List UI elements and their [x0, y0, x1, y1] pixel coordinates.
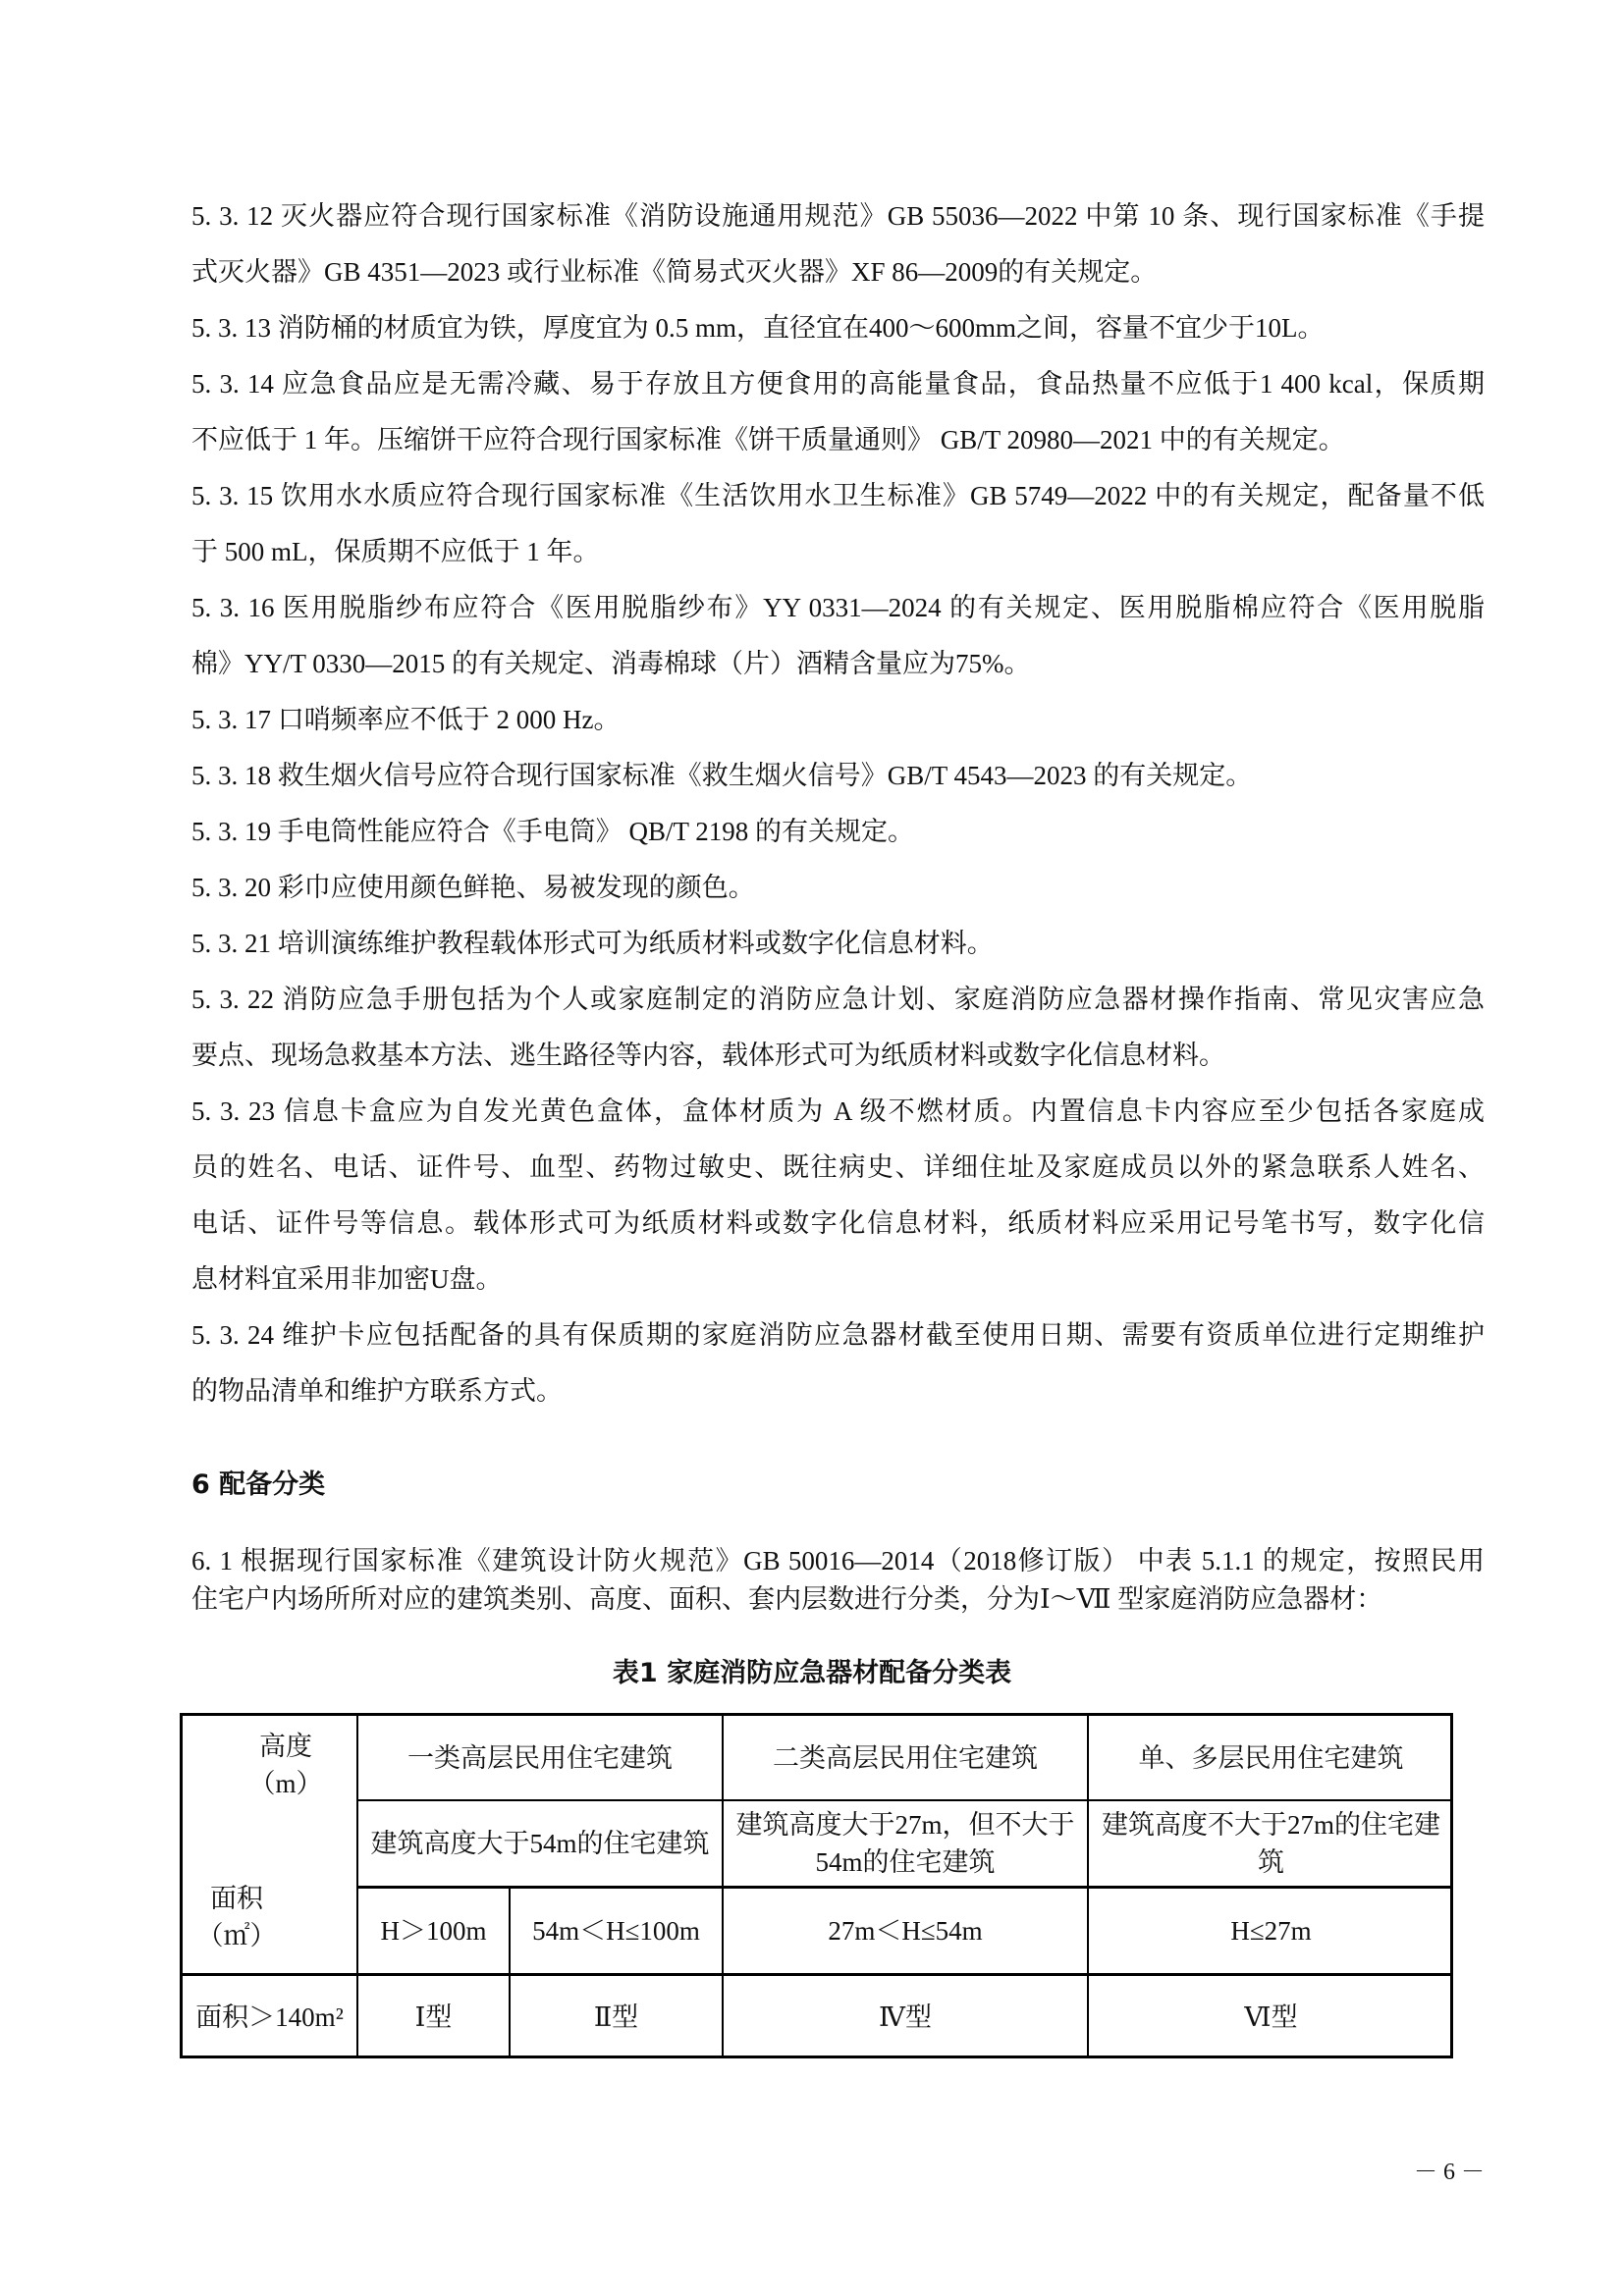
- category-cell: 单、多层民用住宅建筑: [1138, 1742, 1404, 1773]
- header-height-label: 高度 （m）: [248, 1732, 323, 1798]
- range-cell: H＞100m: [380, 1916, 487, 1946]
- paragraph-line: 式灭火器》GB 4351—2023 或行业标准《简易式灭火器》XF 86—2009的有关规定。: [191, 257, 1158, 287]
- paragraph-line: 于 500 mL，保质期不应低于 1 年。: [191, 537, 600, 566]
- header-area-label: 面积 （㎡）: [196, 1884, 277, 1950]
- table-caption: 表1 家庭消防应急器材配备分类表: [612, 1658, 1012, 1688]
- paragraph-line: 5. 3. 12 灭火器应符合现行国家标准《消防设施通用规范》GB 55036—2022 中第 10 条、现行国家标准《手提: [191, 201, 1485, 231]
- paragraph-line: 5. 3. 19 手电筒性能应符合《手电筒》 QB/T 2198 的有关规定。: [191, 817, 915, 846]
- paragraph-line: 息材料宜采用非加密U盘。: [191, 1264, 503, 1294]
- type-cell: Ⅰ型: [414, 2002, 453, 2032]
- paragraph-line: 5. 3. 18 救生烟火信号应符合现行国家标准《救生烟火信号》GB/T 4543—2023 的有关规定。: [191, 761, 1253, 790]
- type-cell: Ⅳ型: [879, 2002, 932, 2032]
- paragraph-line: 要点、现场急救基本方法、逃生路径等内容，载体形式可为纸质材料或数字化信息材料。: [191, 1041, 1225, 1070]
- paragraph-line: 5. 3. 21 培训演练维护教程载体形式可为纸质材料或数字化信息材料。: [191, 929, 994, 958]
- range-cell: 54m＜H≤100m: [532, 1916, 700, 1946]
- page-number: － 6 －: [1414, 2160, 1485, 2185]
- paragraph-line: 员的姓名、电话、证件号、血型、药物过敏史、既往病史、详细住址及家庭成员以外的紧急联系人姓名、: [191, 1152, 1485, 1182]
- paragraph-line: 5. 3. 13 消防桶的材质宜为铁，厚度宜为 0.5 mm，直径宜在400～600mm之间，容量不宜少于10L。: [191, 313, 1325, 343]
- type-cell: Ⅱ型: [593, 2002, 639, 2032]
- section-heading: 6 配备分类: [191, 1469, 326, 1500]
- paragraph-line: 5. 3. 23 信息卡盒应为自发光黄色盒体，盒体材质为 A 级不燃材质。内置信息卡内容应至少包括各家庭成: [191, 1096, 1485, 1126]
- paragraph-line: 5. 3. 17 口哨频率应不低于 2 000 Hz。: [191, 705, 621, 734]
- paragraph-line: 棉》YY/T 0330—2015 的有关规定、消毒棉球（片）酒精含量应为75%。: [191, 649, 1031, 678]
- paragraph-line: 不应低于 1 年。压缩饼干应符合现行国家标准《饼干质量通则》 GB/T 20980—2021 中的有关规定。: [191, 425, 1345, 454]
- category-cell: 一类高层民用住宅建筑: [407, 1742, 673, 1773]
- description-cell: 建筑高度大于54m的住宅建筑: [370, 1829, 710, 1858]
- classification-table: [180, 1713, 1453, 2058]
- paragraph-line: 电话、证件号等信息。载体形式可为纸质材料或数字化信息材料，纸质材料应采用记号笔书写，数字化信: [191, 1208, 1485, 1238]
- description-cell: 建筑高度不大于27m的住宅建筑: [1101, 1810, 1440, 1877]
- paragraph-line: 的物品清单和维护方联系方式。: [191, 1376, 563, 1406]
- paragraph-line: 5. 3. 22 消防应急手册包括为个人或家庭制定的消防应急计划、家庭消防应急器材操作指南、常见灾害应急: [191, 985, 1485, 1014]
- paragraph-line: 5. 3. 16 医用脱脂纱布应符合《医用脱脂纱布》YY 0331—2024 的有关规定、医用脱脂棉应符合《医用脱脂: [191, 593, 1485, 622]
- type-cell: Ⅵ型: [1244, 2002, 1298, 2032]
- range-cell: 27m＜H≤54m: [828, 1916, 983, 1946]
- paragraph-line: 5. 3. 20 彩巾应使用颜色鲜艳、易被发现的颜色。: [191, 873, 755, 902]
- row-label: 面积＞140m²: [195, 2002, 344, 2032]
- description-cell: 建筑高度大于27m，但不大于54m的住宅建筑: [735, 1810, 1075, 1877]
- paragraph-line: 5. 3. 14 应急食品应是无需冷藏、易于存放且方便食用的高能量食品，食品热量不应低于1 400 kcal，保质期: [191, 369, 1485, 399]
- category-cell: 二类高层民用住宅建筑: [773, 1742, 1038, 1773]
- paragraph-line: 5. 3. 24 维护卡应包括配备的具有保质期的家庭消防应急器材截至使用日期、需要有资质单位进行定期维护: [191, 1320, 1485, 1350]
- range-cell: H≤27m: [1230, 1916, 1312, 1946]
- paragraph-line: 5. 3. 15 饮用水水质应符合现行国家标准《生活饮用水卫生标准》GB 5749—2022 中的有关规定，配备量不低: [191, 481, 1485, 510]
- para-6-1-line: 住宅户内场所所对应的建筑类别、高度、面积、套内层数进行分类，分为Ⅰ～Ⅶ 型家庭消防应急器材：: [191, 1584, 1383, 1614]
- para-6-1-line: 6. 1 根据现行国家标准《建筑设计防火规范》GB 50016—2014（2018修订版） 中表 5.1.1 的规定，按照民用: [191, 1546, 1485, 1575]
